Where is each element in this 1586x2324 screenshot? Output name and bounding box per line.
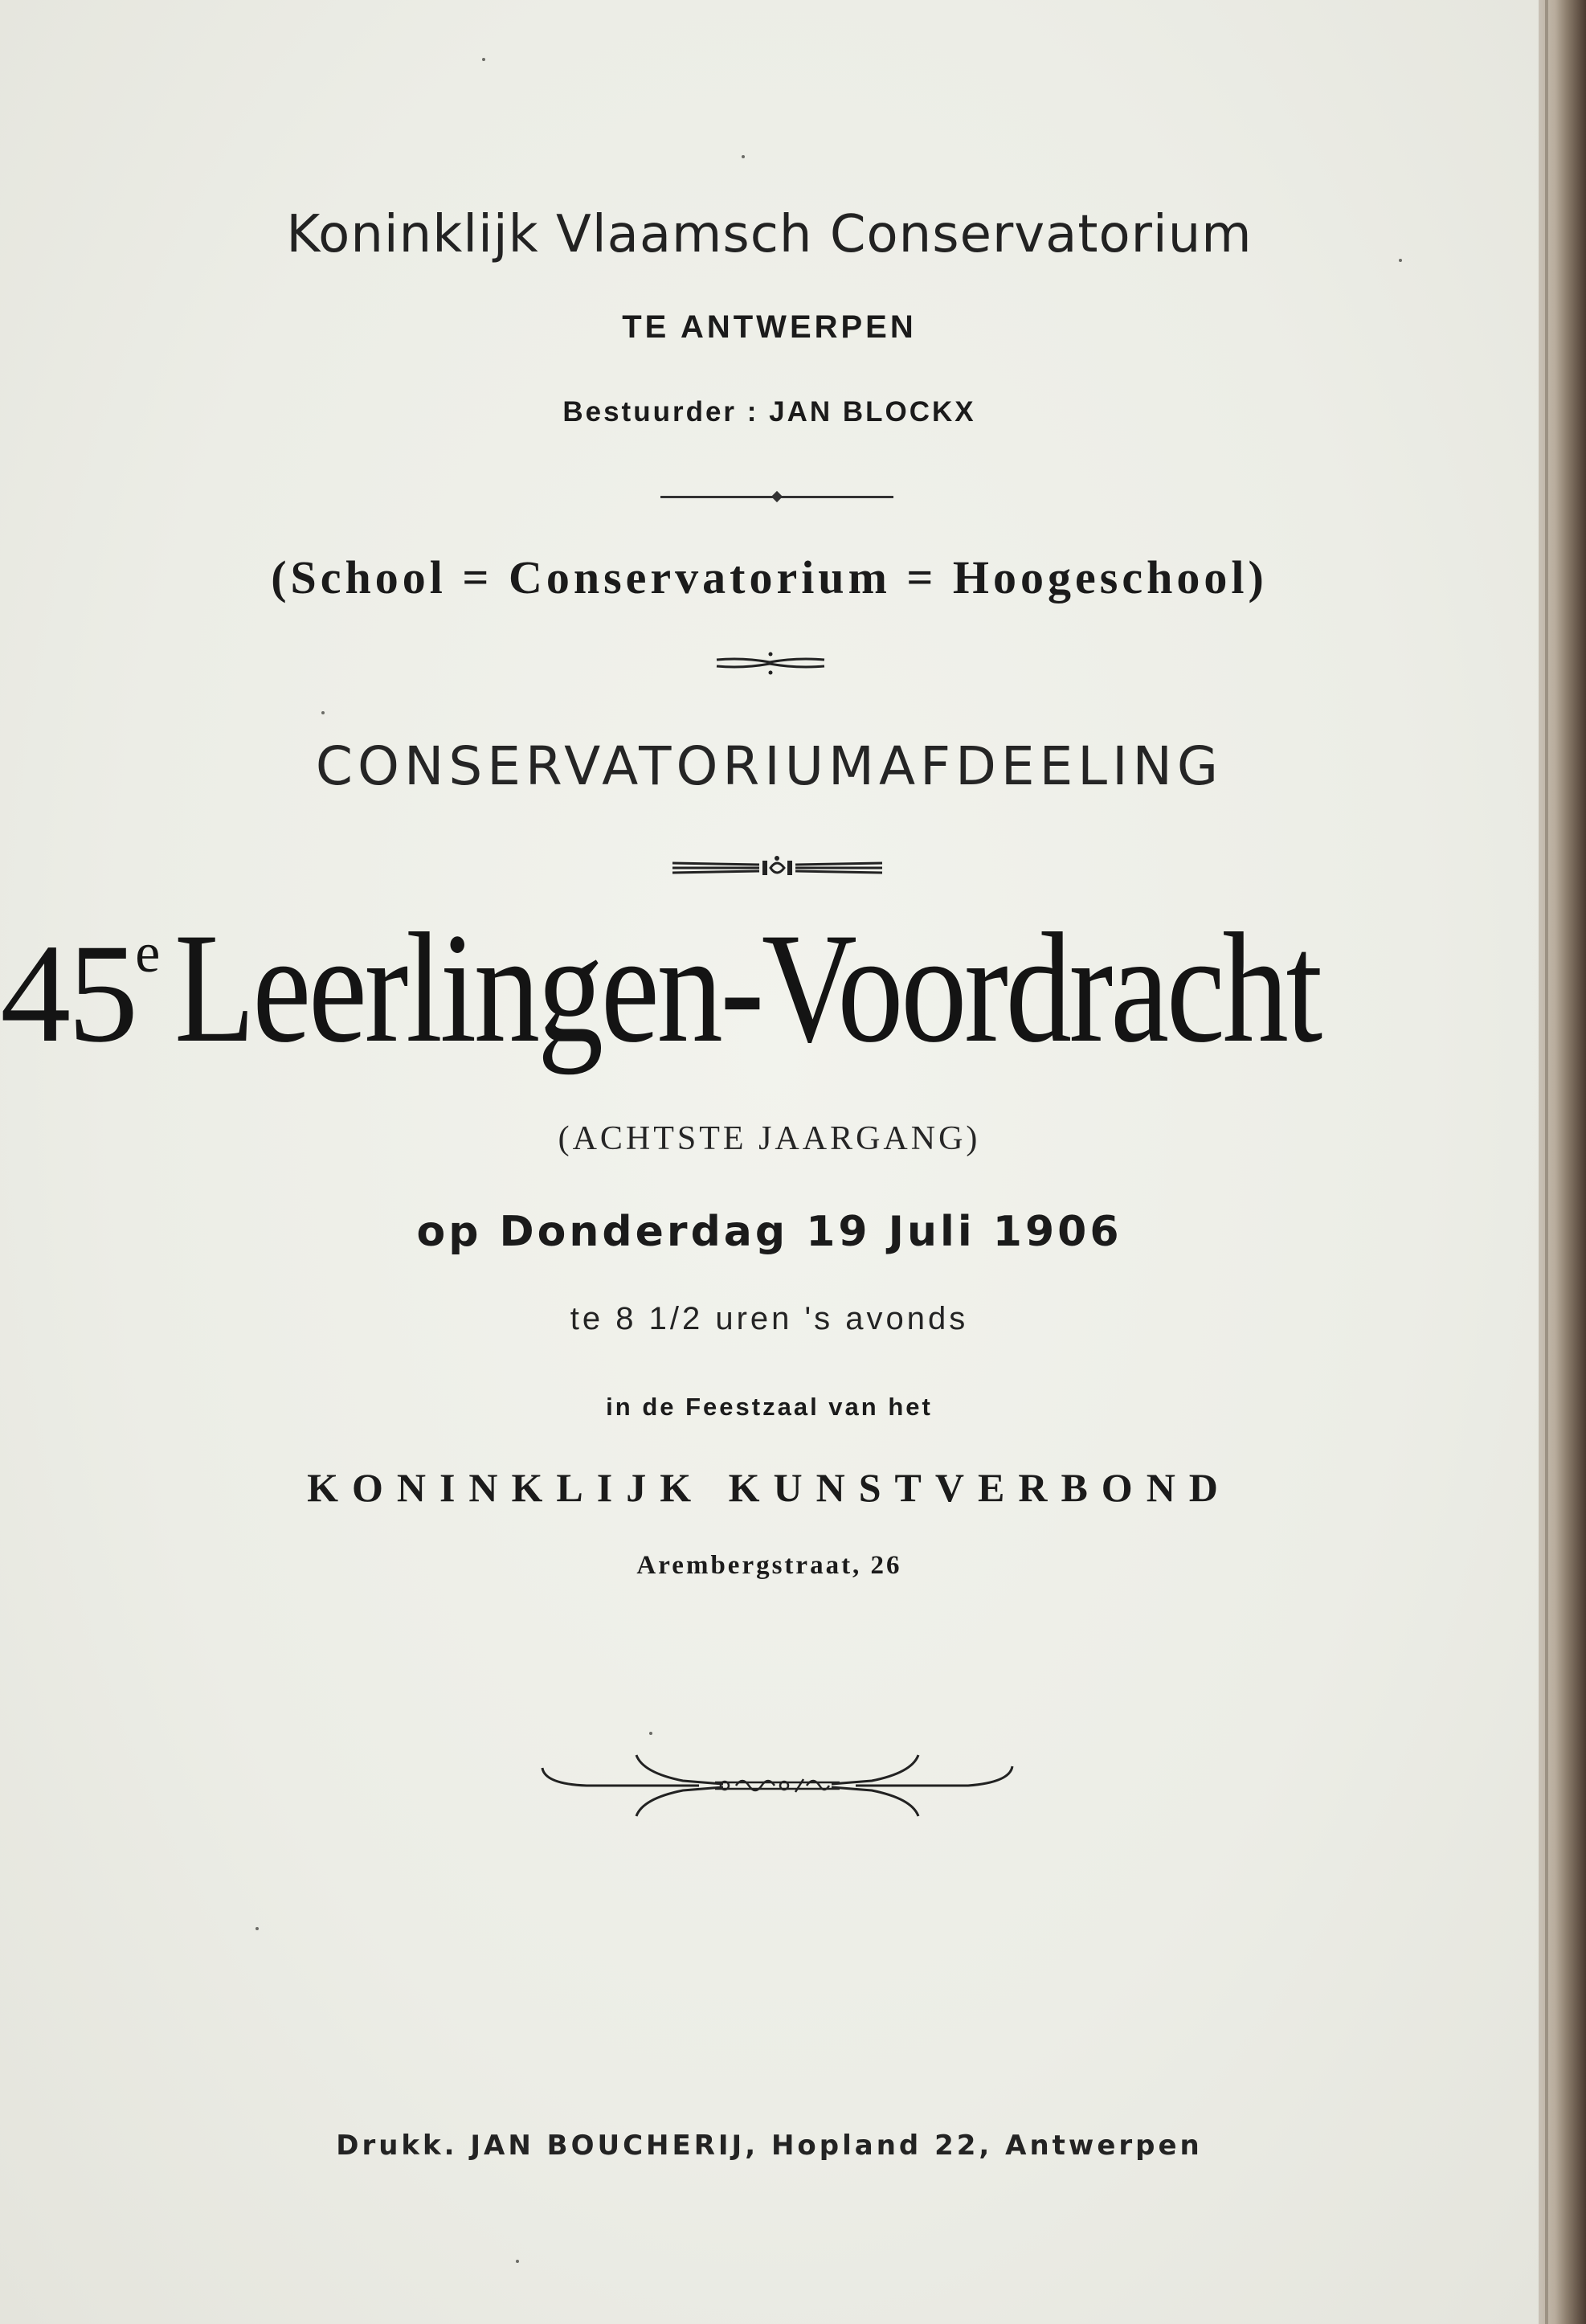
paper-speck [255, 1927, 259, 1930]
recital-number: 45 [0, 915, 136, 1072]
ornament-divider-small [715, 649, 826, 677]
event-date: op Donderdag 19 Juli 1906 [416, 1208, 1122, 1256]
paper-speck [482, 58, 485, 61]
institution-location: TE ANTWERPEN [622, 309, 917, 345]
venue-intro: in de Feestzaal van het [606, 1393, 933, 1421]
recital-title-text: Leerlingen-Voordracht [174, 901, 1321, 1075]
paper-speck [649, 1732, 652, 1735]
paper-speck [1399, 259, 1402, 262]
institution-name: Koninklijk Vlaamsch Conservatorium [286, 205, 1253, 264]
ornament-divider-medium [671, 853, 884, 882]
recital-number-suffix: e [135, 923, 161, 984]
venue-address: Arembergstraat, 26 [636, 1551, 902, 1580]
school-levels: (School = Conservatorium = Hoogeschool) [271, 551, 1268, 604]
paper-speck [516, 2260, 519, 2263]
recital-title [0, 901, 1539, 1075]
director-line: Bestuurder : JAN BLOCKX [562, 396, 976, 428]
divider-rule [660, 496, 893, 498]
venue-name: KONINKLIJK KUNSTVERBOND [307, 1465, 1232, 1510]
edition-year: (ACHTSTE JAARGANG) [558, 1120, 981, 1157]
book-binding-edge [1539, 0, 1586, 2324]
event-time: te 8 1/2 uren 's avonds [570, 1301, 969, 1336]
paper-speck [321, 711, 325, 714]
printer-credit: Drukk. JAN BOUCHERIJ, Hopland 22, Antwerpen [336, 2130, 1203, 2162]
ornament-flourish [538, 1750, 1016, 1818]
department-heading: CONSERVATORIUMAFDEELING [315, 735, 1224, 797]
paper-speck [742, 155, 745, 158]
